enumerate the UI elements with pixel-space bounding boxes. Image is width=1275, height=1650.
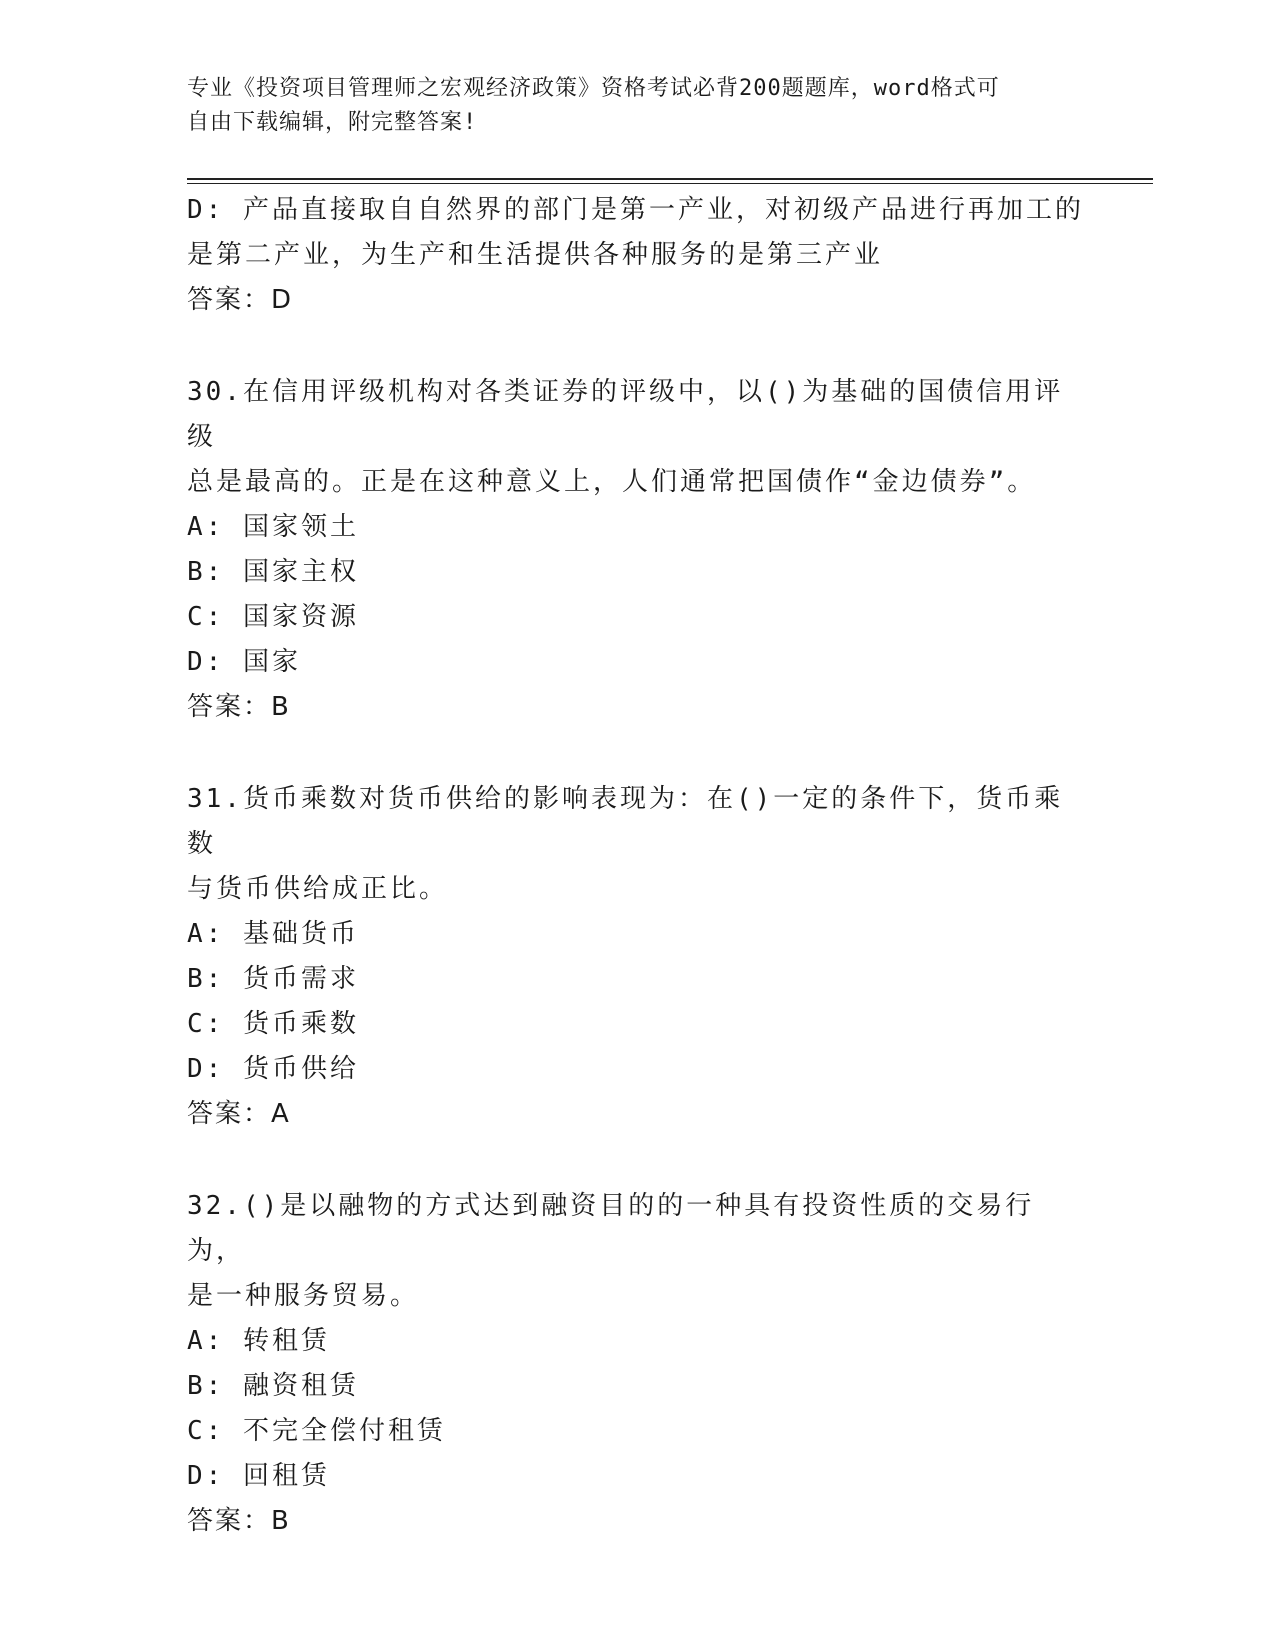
question-30 <box>187 370 1087 730</box>
question-stem-line-1: 32.()是以融物的方式达到融资目的的一种具有投资性质的交易行为， <box>187 1191 1035 1266</box>
option-a: A: 转租赁 <box>187 1326 330 1356</box>
answer-line: 答案：D <box>187 285 294 315</box>
question-29-tail <box>187 188 1087 323</box>
document-body <box>187 188 1087 1544</box>
question-stem-line-1: 30.在信用评级机构对各类证券的评级中，以()为基础的国债信用评级 <box>187 377 1064 452</box>
question-31 <box>187 777 1087 1137</box>
header-title-line-2: 自由下载编辑，附完整答案! <box>187 110 478 135</box>
question-stem-line-2: 总是最高的。正是在这种意义上，人们通常把国债作“金边债券”。 <box>187 467 1037 497</box>
option-d-line-1: D: 产品直接取自自然界的部门是第一产业，对初级产品进行再加工的 <box>187 195 1084 225</box>
option-b: B: 货币需求 <box>187 964 359 994</box>
question-stem-line-2: 与货币供给成正比。 <box>187 874 449 904</box>
option-d: D: 货币供给 <box>187 1054 359 1084</box>
answer-line: 答案：B <box>187 1506 291 1536</box>
option-c: C: 国家资源 <box>187 602 359 632</box>
header-title-line-1: 专业《投资项目管理师之宏观经济政策》资格考试必背200题题库，word格式可 <box>187 76 1000 101</box>
question-stem-line-2: 是一种服务贸易。 <box>187 1281 420 1311</box>
option-c: C: 不完全偿付租赁 <box>187 1416 446 1446</box>
option-b: B: 融资租赁 <box>187 1371 359 1401</box>
option-a: A: 国家领土 <box>187 512 359 542</box>
option-d: D: 回租赁 <box>187 1461 330 1491</box>
answer-line: 答案：A <box>187 1099 291 1129</box>
document-header <box>187 72 1067 140</box>
header-rule-thin <box>187 183 1153 184</box>
option-b: B: 国家主权 <box>187 557 359 587</box>
option-d: D: 国家 <box>187 647 301 677</box>
option-c: C: 货币乘数 <box>187 1009 359 1039</box>
option-a: A: 基础货币 <box>187 919 359 949</box>
header-rule-thick <box>187 178 1153 180</box>
answer-line: 答案：B <box>187 692 291 722</box>
question-stem-line-1: 31.货币乘数对货币供给的影响表现为：在()一定的条件下，货币乘数 <box>187 784 1064 859</box>
option-d-line-2: 是第二产业，为生产和生活提供各种服务的是第三产业 <box>187 240 884 270</box>
question-32 <box>187 1184 1087 1544</box>
